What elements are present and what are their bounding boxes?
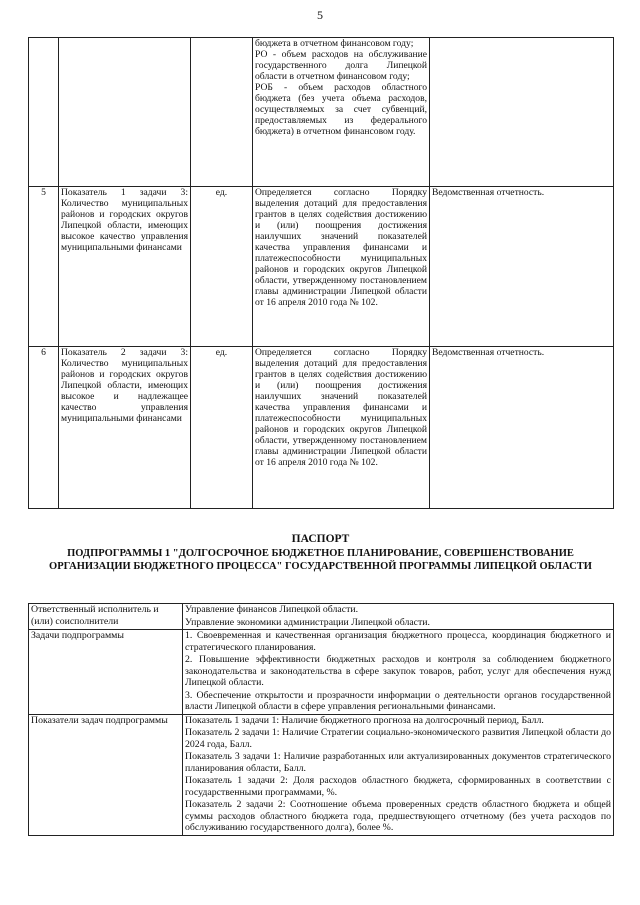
cell-label: Ответственный исполнитель и (или) соисполнители [29, 604, 183, 630]
table-row [29, 604, 614, 630]
cell-label: Задачи подпрограммы [29, 630, 183, 715]
paragraph: 3. Обеспечение открытости и прозрачности информации о деятельности органов государственной власти Липецкой области в сфере управления региональными финансами. [185, 689, 611, 712]
paragraph: 2. Повышение эффективности бюджетных расходов и контроля за соблюдением бюджетного законодательства и законодательства в сфере закупок товаров, работ, услуг для обеспечения нужд Липецкой области. [185, 654, 611, 688]
paragraph: Показатель 2 задачи 1: Наличие Стратегии социально-экономического развития Липецкой области до 2024 года, Балл. [185, 727, 611, 750]
passport-table [28, 603, 614, 836]
paragraph: Показатель 1 задачи 2: Доля расходов областного бюджета, сформированных в соответствии с государственными программами, %. [185, 775, 611, 798]
paragraph: Показатель 2 задачи 2: Соотношение объема проверенных средств областного бюджета и общей суммы расходов областного бюджета года, предшествующего отчетному (без учета расходов по обслуживанию государственного долга), более %. [185, 799, 611, 833]
passport-title: ПАСПОРТ [291, 533, 350, 545]
page-number: 5 [317, 8, 323, 22]
paragraph: 1. Своевременная и качественная организация бюджетного процесса, координация бюджетного и стратегического планирования. [185, 630, 611, 653]
cell-num [29, 38, 59, 187]
cell-name: Показатель 2 задачи 3: Количество муниципальных районов и городских округов Липецкой области, имеющих высокое и надлежащее качество управления муниципальными финансами [59, 347, 191, 509]
cell-name [59, 38, 191, 187]
method-line: РОБ - объем расходов областного бюджета (без учета объема расходов, осуществляемых за счет субвенций, предоставляемых из федерального бюджета) в отчетном финансовом году. [255, 82, 427, 137]
passport-subtitle: ПОДПРОГРАММЫ 1 "ДОЛГОСРОЧНОЕ БЮДЖЕТНОЕ ПЛАНИРОВАНИЕ, СОВЕРШЕНСТВОВАНИЕ ОРГАНИЗАЦИИ БЮДЖЕТНОГО ПРОЦЕССА" ГОСУДАРСТВЕННОЙ ПРОГРАММЫ ЛИПЕЦКОЙ ОБЛАСТИ [49, 548, 592, 572]
cell-method [253, 38, 430, 187]
cell-name: Показатель 1 задачи 3: Количество муниципальных районов и городских округов Липецкой области, имеющих высокое качество управления муниципальными финансами [59, 187, 191, 347]
cell-value [183, 714, 614, 835]
cell-label: Показатели задач подпрограммы [29, 714, 183, 835]
table-row-continued [29, 38, 614, 187]
paragraph: Показатель 1 задачи 1: Наличие бюджетного прогноза на долгосрочный период, Балл. [185, 714, 544, 726]
cell-method: Определяется согласно Порядку выделения дотаций для предоставления грантов в целях содействия достижению и (или) поощрения достижения наилучших значений показателей качества управления финансами и платежеспособности муниципальных районов и городских округов Липецкой области, утвержденному постановлением главы администрации Липецкой области от 16 апреля 2010 года № 102. [253, 347, 430, 509]
cell-value [183, 630, 614, 715]
cell-num: 6 [29, 347, 59, 509]
method-line: бюджета в отчетном финансовом году; [255, 38, 414, 49]
cell-unit: ед. [191, 347, 253, 509]
cell-method: Определяется согласно Порядку выделения дотаций для предоставления грантов в целях содействия достижению и (или) поощрения достижения наилучших значений показателей качества управления финансами и платежеспособности муниципальных районов и городских округов Липецкой области, утвержденному постановлением главы администрации Липецкой области от 16 апреля 2010 года № 102. [253, 187, 430, 347]
cell-unit: ед. [191, 187, 253, 347]
table-row [29, 187, 614, 347]
cell-value [183, 604, 614, 630]
table-row [29, 347, 614, 509]
indicators-table [28, 37, 614, 509]
cell-source [430, 38, 614, 187]
cell-unit [191, 38, 253, 187]
table-row [29, 714, 614, 835]
cell-num: 5 [29, 187, 59, 347]
table-row [29, 630, 614, 715]
paragraph: Управление финансов Липецкой области. [185, 604, 359, 615]
paragraph: Управление экономики администрации Липецкой области. [185, 616, 431, 628]
method-line: РО - объем расходов на обслуживание государственного долга Липецкой области в отчетном финансовом году; [255, 49, 427, 82]
cell-source: Ведомственная отчетность. [430, 347, 614, 509]
paragraph: Показатель 3 задачи 1: Наличие разработанных или актуализированных документов стратегического планирования области, Балл. [185, 751, 611, 774]
cell-source: Ведомственная отчетность. [430, 187, 614, 347]
